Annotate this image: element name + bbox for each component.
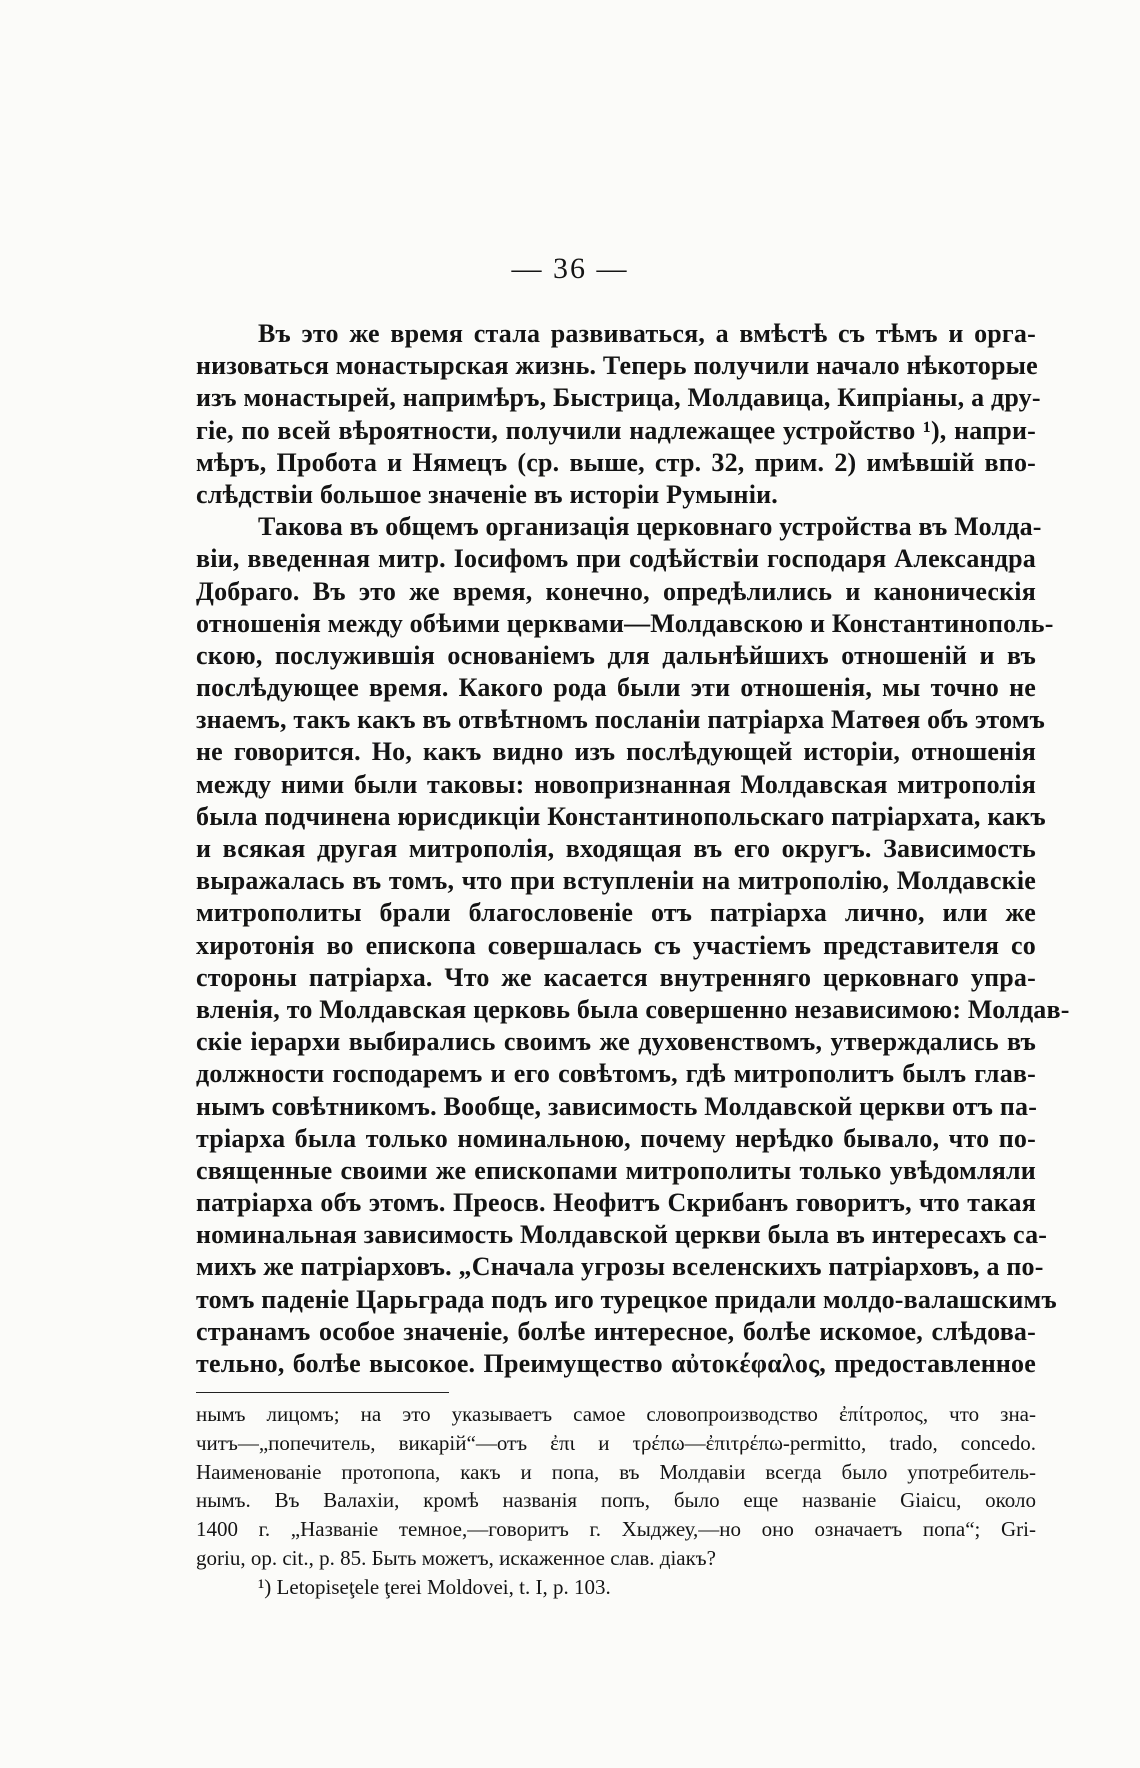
text-line: и всякая другая митрополія, входящая въ его округъ. Зависимость — [196, 834, 1036, 863]
text-line: гіе, по всей вѣроятности, получили надлежащее устройство ¹), напри- — [196, 415, 1036, 445]
text-line: послѣдующее время. Какого рода были эти отношенія, мы точно не — [196, 673, 1036, 703]
text-line: томъ паденіе Царьграда подъ иго турецкое придали молдо-валашскимъ — [196, 1284, 1057, 1314]
text-line: нымъ совѣтникомъ. Вообще, зависимость Молдавской церкви отъ па- — [196, 1091, 1038, 1121]
text-line: мѣръ, Пробота и Нямецъ (ср. выше, стр. 32, прим. 2) имѣвшій впо- — [196, 447, 1036, 477]
text-line: между ними были таковы: новопризнанная Молдавская митрополія — [196, 769, 1036, 799]
text-line: странамъ особое значеніе, болѣе интересное, болѣе искомое, слѣдова- — [196, 1316, 1036, 1346]
text-line: хиротонія во епископа совершалась съ участіемъ представителя со — [196, 930, 1036, 960]
text-line: изъ монастырей, напримѣръ, Быстрица, Молдавица, Кипріаны, а дру- — [196, 383, 1041, 413]
footnote-line: 1400 г. „Названіе темное,—говоритъ г. Хыджеу,—но оно означаетъ попа“; Gri- — [196, 1517, 1036, 1542]
text-line: номинальная зависимость Молдавской церкви была въ интересахъ са- — [196, 1220, 1048, 1250]
text-line: скіе іерархи выбирались своимъ же духовенствомъ, утверждались въ — [196, 1027, 1036, 1057]
footnote-line: ¹) Letopiseţele ţerei Moldovei, t. I, p. 103. — [258, 1574, 611, 1599]
text-line: была подчинена юрисдикціи Константинопольскаго патріархата, какъ — [196, 801, 1046, 831]
text-line: священные своими же епископами митрополиты только увѣдомляли — [196, 1155, 1036, 1185]
text-line: низоваться монастырская жизнь. Теперь получили начало нѣкоторые — [196, 351, 1038, 381]
main-text — [196, 318, 1070, 1380]
text-line: Такова въ общемъ организація церковнаго устройства въ Молда- — [258, 512, 1042, 542]
footnote-separator — [196, 1392, 449, 1393]
text-line: слѣдствіи большое значеніе въ исторіи Румыніи. — [196, 479, 779, 509]
footnote-line: goriu, op. cit., p. 85. Быть можетъ, искаженное слав. діакъ? — [196, 1545, 716, 1570]
text-line: михъ же патріарховъ. „Сначала угрозы вселенскихъ патріарховъ, а по- — [196, 1252, 1044, 1282]
footnote-line: нымъ. Въ Валахіи, кромѣ названія попъ, было еще названіе Giaicu, около — [196, 1488, 1036, 1513]
page-number: — 36 — — [511, 252, 629, 285]
text-line: выражалась въ томъ, что при вступленіи на митрополію, Молдавскіе — [196, 866, 1036, 896]
text-line: скою, послужившія основаніемъ для дальнѣйшихъ отношеній и въ — [196, 640, 1036, 670]
text-line: Добраго. Въ это же время, конечно, опредѣлились и каноническія — [196, 576, 1036, 606]
text-line: отношенія между обѣими церквами—Молдавскою и Константинополь- — [196, 608, 1054, 638]
text-line: тельно, болѣе высокое. Преимущество αὐτοκέφαλος, предоставленное — [196, 1349, 1036, 1378]
text-line: знаемъ, такъ какъ въ отвѣтномъ посланіи патріарха Матѳея объ этомъ — [196, 705, 1046, 735]
text-line: стороны патріарха. Что же касается внутренняго церковнаго упра- — [196, 962, 1036, 992]
footnote-line: нымъ лицомъ; на это указываетъ самое словопроизводство ἐπίτροπος, что зна- — [196, 1402, 1036, 1426]
text-line: тріарха была только номинальною, почему нерѣдко бывало, что по- — [196, 1123, 1036, 1153]
text-line: віи, введенная митр. Іосифомъ при содѣйствіи господаря Александра — [196, 544, 1036, 574]
text-line: не говорится. Но, какъ видно изъ послѣдующей исторіи, отношенія — [196, 737, 1036, 767]
text-line: должности господаремъ и его совѣтомъ, гдѣ митрополитъ былъ глав- — [196, 1059, 1036, 1089]
footnote-line: Наименованіе протопопа, какъ и попа, въ Молдавіи всегда было употребитель- — [196, 1459, 1036, 1484]
text-line: вленія, то Молдавская церковь была совершенно независимою: Молдав- — [196, 994, 1070, 1024]
text-line: патріарха объ этомъ. Преосв. Неофитъ Скрибанъ говоритъ, что такая — [196, 1188, 1036, 1218]
footnotes — [196, 1400, 1036, 1602]
footnote-line: читъ—„попечитель, викарій“—отъ ἐπι и τρέπω—ἐπιτρέπω-permitto, trado, concedo. — [196, 1430, 1036, 1455]
text-line: Въ это же время стала развиваться, а вмѣстѣ съ тѣмъ и орга- — [258, 319, 1036, 348]
text-line: митрополиты брали благословеніе отъ патріарха лично, или же — [196, 898, 1036, 928]
